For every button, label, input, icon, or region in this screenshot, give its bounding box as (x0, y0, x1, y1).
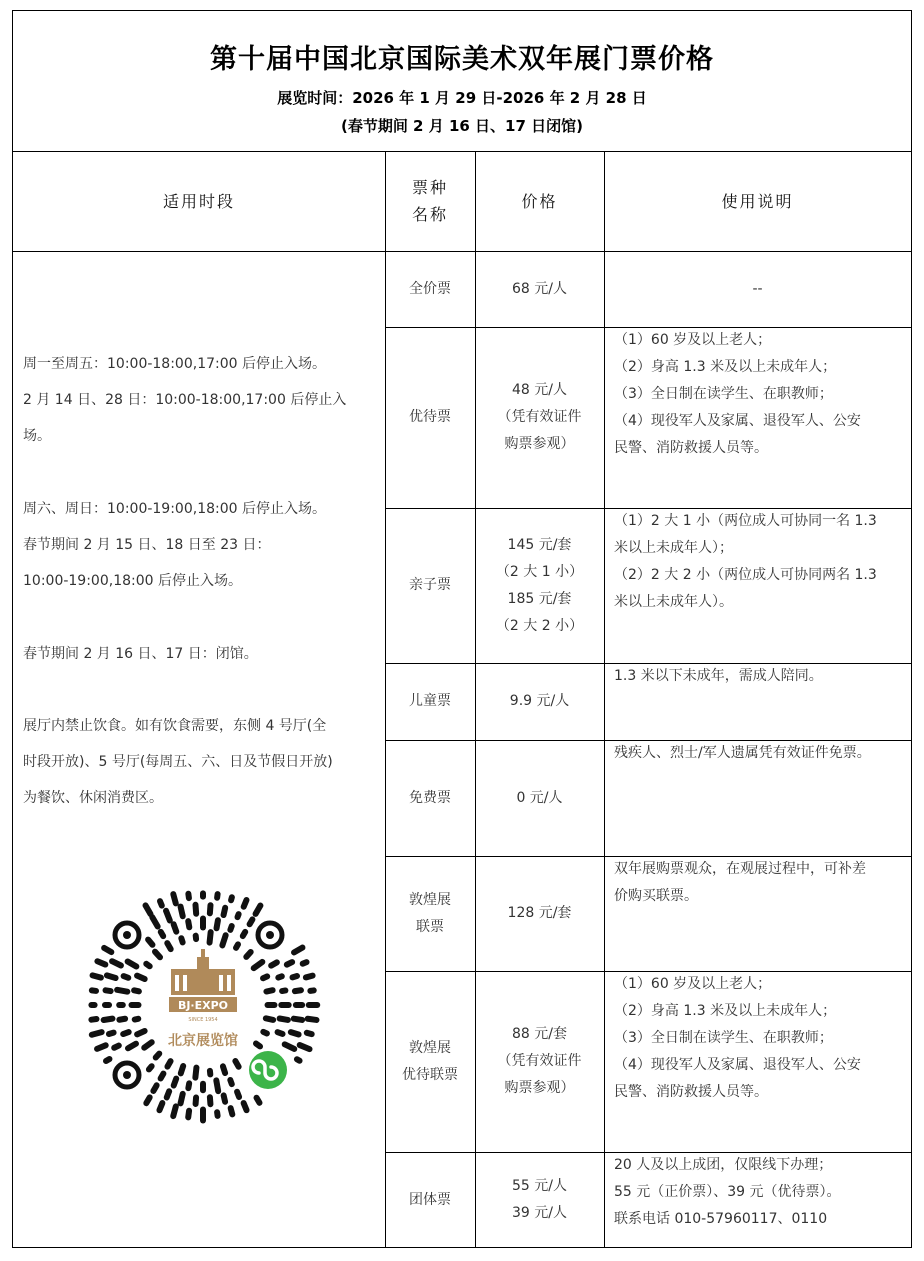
qr-dash (243, 932, 245, 936)
ticket-price-line: （2 大 2 小） (495, 617, 584, 634)
ticket-name-line: 儿童票 (409, 693, 451, 709)
ticket-desc-line: 价购买联票。 (614, 888, 698, 904)
ticket-desc-line: 民警、消防救援人员等。 (614, 1084, 768, 1100)
qr-dash (137, 1031, 145, 1034)
qr-dash (244, 900, 247, 907)
qr-dash (257, 1098, 260, 1103)
qr-dash (137, 976, 145, 979)
qr-dash (287, 962, 292, 965)
ticket-price-line: 0 元/人 (516, 789, 563, 806)
finder-top-right (258, 923, 282, 947)
qr-dash (195, 1068, 196, 1078)
qr-dash (161, 932, 163, 936)
qr-dash (230, 1080, 231, 1084)
ticket-desc (604, 508, 911, 663)
period-line: 为餐饮、休闲消费区。 (23, 790, 163, 806)
ticket-name-line: 优待联票 (402, 1066, 458, 1083)
ticket-name-line: 敦煌展 (409, 891, 451, 908)
qr-dash (210, 1097, 211, 1104)
ticket-name-line: 团体票 (409, 1191, 451, 1208)
ticket-price-document (12, 10, 912, 1248)
qr-dash (181, 938, 182, 942)
qr-dash (282, 990, 285, 991)
qr-dash (256, 906, 261, 914)
document-header (13, 11, 911, 152)
finder-top-left (115, 923, 139, 947)
qr-dash (224, 1095, 225, 1101)
qr-dash (280, 1019, 288, 1020)
qr-dash (174, 1079, 177, 1086)
qr-dash (250, 919, 253, 924)
column-header-desc (604, 151, 911, 251)
qr-dash (263, 976, 267, 978)
ticket-desc-line: 残疾人、烈士/军人遗属凭有效证件免票。 (614, 745, 871, 761)
qr-dash (92, 1032, 102, 1035)
qr-dash (128, 1044, 136, 1049)
ticket-desc-line: （2）身高 1.3 米及以上未成年人； (614, 1003, 837, 1019)
column-header-type (385, 151, 475, 251)
qr-dash (235, 1061, 238, 1067)
ticket-desc-line: 民警、消防救援人员等。 (614, 440, 768, 456)
qr-dash (188, 1111, 189, 1118)
qr-dash (230, 926, 231, 930)
dining-note (23, 708, 373, 816)
logo-cn-name: 北京展览馆 (168, 1033, 238, 1049)
ticket-price-line: 55 元/人 (512, 1178, 567, 1194)
ticket-desc-line: （3）全日制在读学生、在职教师； (614, 386, 833, 402)
qr-dash (174, 924, 177, 931)
ticket-desc-line: 米以上未成年人）； (614, 540, 733, 556)
ticket-name-line: 敦煌展 (409, 1039, 451, 1056)
qr-dash (210, 932, 211, 942)
ticket-name (385, 740, 475, 856)
qr-dash (117, 990, 127, 992)
qr-dash (123, 1032, 128, 1034)
ticket-price (475, 971, 604, 1152)
ticket-name-line: 亲子票 (409, 577, 451, 593)
column-header-price (475, 151, 604, 251)
qr-dash (109, 1033, 114, 1034)
ticket-price-line: （2 大 1 小） (495, 563, 584, 580)
ticket-desc-line: -- (752, 280, 763, 297)
ticket-desc (604, 1152, 911, 1248)
ticket-price (475, 740, 604, 856)
ticket-desc (604, 327, 911, 508)
qr-dash (231, 1108, 233, 1114)
qr-dash (300, 1045, 310, 1049)
qr-dash (307, 1033, 312, 1034)
qr-dash (153, 1085, 156, 1091)
ticket-name-line: 免费票 (409, 789, 451, 806)
ticket-desc (604, 251, 911, 327)
mini-program-icon (249, 1051, 287, 1089)
qr-dash (119, 1019, 125, 1020)
qr-dash (297, 1059, 300, 1061)
ticket-name-line: 联票 (416, 918, 444, 935)
qr-dash (106, 1059, 109, 1061)
qr-dash (104, 948, 111, 952)
qr-dash (146, 1097, 149, 1103)
ticket-price-line: 185 元/套 (507, 590, 572, 607)
qr-dash (244, 1103, 247, 1110)
period-line: 周一至周五：10:00-18:00,17:00 后停止入场。 (23, 356, 326, 372)
qr-dash (306, 976, 313, 978)
logo-brand-text: BJ·EXPO (177, 999, 229, 1012)
ticket-desc-line: （1）60 岁及以上老人； (614, 332, 772, 348)
ticket-name (385, 663, 475, 740)
qr-dash (149, 1066, 152, 1069)
qr-dash (159, 1103, 162, 1110)
ticket-desc-line: 双年展购票观众，在观展过程中，可补差 (614, 861, 866, 877)
qr-dash (292, 976, 297, 977)
qr-dash (285, 1044, 295, 1049)
ticket-price-line: 48 元/人 (512, 382, 567, 398)
ticket-desc (604, 740, 911, 856)
qr-dash (173, 894, 175, 903)
qr-dash (152, 917, 157, 926)
period-weekday (23, 346, 373, 454)
qr-dash (181, 907, 183, 917)
ticket-name (385, 856, 475, 971)
ticket-desc-line: （2）2 大 2 小（两位成人可协同两名 1.3 (614, 567, 877, 583)
qr-dash (294, 1019, 302, 1020)
column-header-label: 名称 (411, 205, 448, 224)
qr-dash (237, 1092, 239, 1097)
qr-dash (92, 990, 96, 991)
qr-dash (148, 940, 152, 945)
qr-dash (195, 905, 196, 914)
page-title: 第十届中国北京国际美术双年展门票价格 (210, 44, 714, 75)
qr-dash (266, 990, 272, 991)
logo-since-text: SINCE 1954 (188, 1017, 218, 1023)
qr-dash (237, 914, 238, 917)
ticket-desc-line: （4）现役军人及家属、退役军人、公安 (614, 1057, 861, 1073)
ticket-desc-line: 20 人及以上成团，仅限线下办理； (614, 1157, 833, 1173)
mini-program-qr-code[interactable] (83, 885, 323, 1125)
qr-dash (223, 1066, 225, 1073)
ticket-price (475, 856, 604, 971)
qr-dash (256, 1044, 260, 1047)
column-header-label: 票种 (411, 178, 448, 197)
ticket-name (385, 251, 475, 327)
ticket-price-line: 145 元/套 (507, 536, 572, 553)
qr-dash (104, 1019, 113, 1020)
qr-dash (167, 943, 170, 949)
qr-dash (224, 908, 226, 915)
qr-dash (97, 1045, 106, 1049)
period-line: 时段开放)、5 号厅(每周五、六、日及节假日开放) (23, 754, 333, 770)
qr-dash (217, 920, 218, 928)
qr-dash (254, 962, 263, 968)
ticket-desc-line: 联系电话 010-57960117、0110 (614, 1211, 828, 1227)
qr-dash (134, 990, 139, 991)
qr-dash (124, 976, 129, 978)
ticket-desc-line: 55 元（正价票）、39 元（优待票）。 (614, 1184, 841, 1200)
period-line: 春节期间 2 月 16 日、17 日：闭馆。 (23, 646, 258, 662)
qr-dash (216, 1080, 218, 1091)
qr-dash (188, 894, 189, 898)
ticket-price (475, 327, 604, 508)
qr-dash (231, 897, 232, 900)
bj-expo-logo (145, 947, 261, 1063)
qr-dash (278, 976, 281, 977)
finder-bottom-left (115, 1063, 139, 1087)
period-line: 春节期间 2 月 15 日、18 日至 23 日： (23, 537, 271, 553)
qr-dash (181, 1066, 183, 1073)
ticket-desc (604, 856, 911, 971)
ticket-price-line: 购票参观） (504, 436, 575, 452)
ticket-price (475, 1152, 604, 1248)
ticket-desc-line: （4）现役军人及家属、退役军人、公安 (614, 413, 861, 429)
qr-dash (155, 952, 160, 958)
period-line: 10:00-19:00,18:00 后停止入场。 (23, 573, 242, 589)
qr-dash (135, 1019, 139, 1020)
column-header-label: 适用时段 (162, 191, 235, 211)
qr-dash (161, 1074, 164, 1079)
qr-dash (166, 911, 170, 921)
qr-dash (271, 962, 277, 965)
qr-dash (181, 1094, 183, 1103)
qr-dash (114, 1046, 119, 1048)
ticket-price-line: （凭有效证件 (497, 1053, 582, 1069)
period-line: 场。 (23, 428, 51, 444)
qr-dash (156, 1054, 160, 1058)
ticket-price-line: 购票参观） (504, 1080, 575, 1096)
column-header-period (13, 151, 385, 251)
qr-dash (210, 905, 211, 913)
ticket-price (475, 251, 604, 327)
qr-dash (146, 905, 151, 914)
period-line: 展厅内禁止饮食。如有饮食需要，东侧 4 号厅(全 (23, 718, 327, 734)
ticket-desc (604, 971, 911, 1152)
ticket-price (475, 663, 604, 740)
ticket-price-line: 128 元/套 (507, 905, 572, 921)
ticket-name (385, 327, 475, 508)
qr-dash (160, 901, 162, 905)
ticket-name (385, 508, 475, 663)
ticket-name-line: 优待票 (409, 409, 451, 425)
ticket-desc-line: （1）60 岁及以上老人； (614, 976, 772, 992)
qr-dash (291, 1032, 299, 1034)
column-header-label: 使用说明 (721, 191, 794, 211)
ticket-name (385, 971, 475, 1152)
ticket-desc (604, 663, 911, 740)
qr-dash (97, 961, 105, 964)
ticket-price-line: 88 元/套 (512, 1026, 567, 1042)
qr-dash (128, 961, 137, 966)
ticket-price-line: （凭有效证件 (497, 409, 582, 425)
ticket-desc-line: （2）身高 1.3 米及以上未成年人； (614, 359, 837, 375)
qr-dash (278, 1032, 283, 1034)
ticket-price-line: 39 元/人 (512, 1205, 567, 1221)
ticket-desc-line: （3）全日制在读学生、在职教师； (614, 1030, 833, 1046)
ticket-desc-line: 米以上未成年人）。 (614, 594, 733, 610)
qr-dash (146, 964, 149, 967)
qr-dash (266, 1018, 273, 1020)
qr-dash (246, 952, 250, 957)
column-header-label: 价格 (521, 191, 558, 211)
qr-dash (144, 1042, 151, 1047)
period-weekend (23, 491, 373, 599)
qr-dash (167, 1091, 169, 1097)
ticket-desc-line: （1）2 大 1 小（两位成人可协同一名 1.3 (614, 513, 877, 529)
qr-dash (295, 990, 301, 991)
qr-dash (93, 975, 101, 977)
qr-dash (167, 1061, 170, 1066)
period-line: 周六、周日：10:00-19:00,18:00 后停止入场。 (23, 501, 326, 517)
exhibition-dates: 展览时间：2026 年 1 月 29 日-2026 年 2 月 28 日 (277, 89, 647, 107)
ticket-price-line: 68 元/人 (512, 280, 567, 297)
qr-dash (263, 1032, 267, 1034)
qr-dash (91, 1019, 96, 1020)
qr-dash (106, 990, 111, 991)
qr-dash (222, 935, 225, 945)
ticket-price (475, 508, 604, 663)
closure-note: (春节期间 2 月 16 日、17 日闭馆) (340, 117, 583, 135)
period-closed (23, 636, 373, 672)
ticket-price-line: 9.9 元/人 (509, 693, 570, 709)
qr-dash (188, 1083, 189, 1088)
period-line: 2 月 14 日、28 日：10:00-18:00,17:00 后停止入 (23, 392, 347, 408)
qr-dash (112, 961, 121, 965)
qr-dash (303, 962, 307, 964)
qr-dash (188, 921, 189, 927)
qr-dash (236, 944, 238, 947)
ticket-name (385, 1152, 475, 1248)
qr-dash (173, 1106, 176, 1116)
qr-dash (308, 1019, 317, 1020)
qr-dash (107, 975, 116, 978)
qr-dash (294, 948, 302, 953)
ticket-name-line: 全价票 (409, 280, 451, 297)
ticket-desc-line: 1.3 米以下未成年，需成人陪同。 (614, 668, 823, 684)
